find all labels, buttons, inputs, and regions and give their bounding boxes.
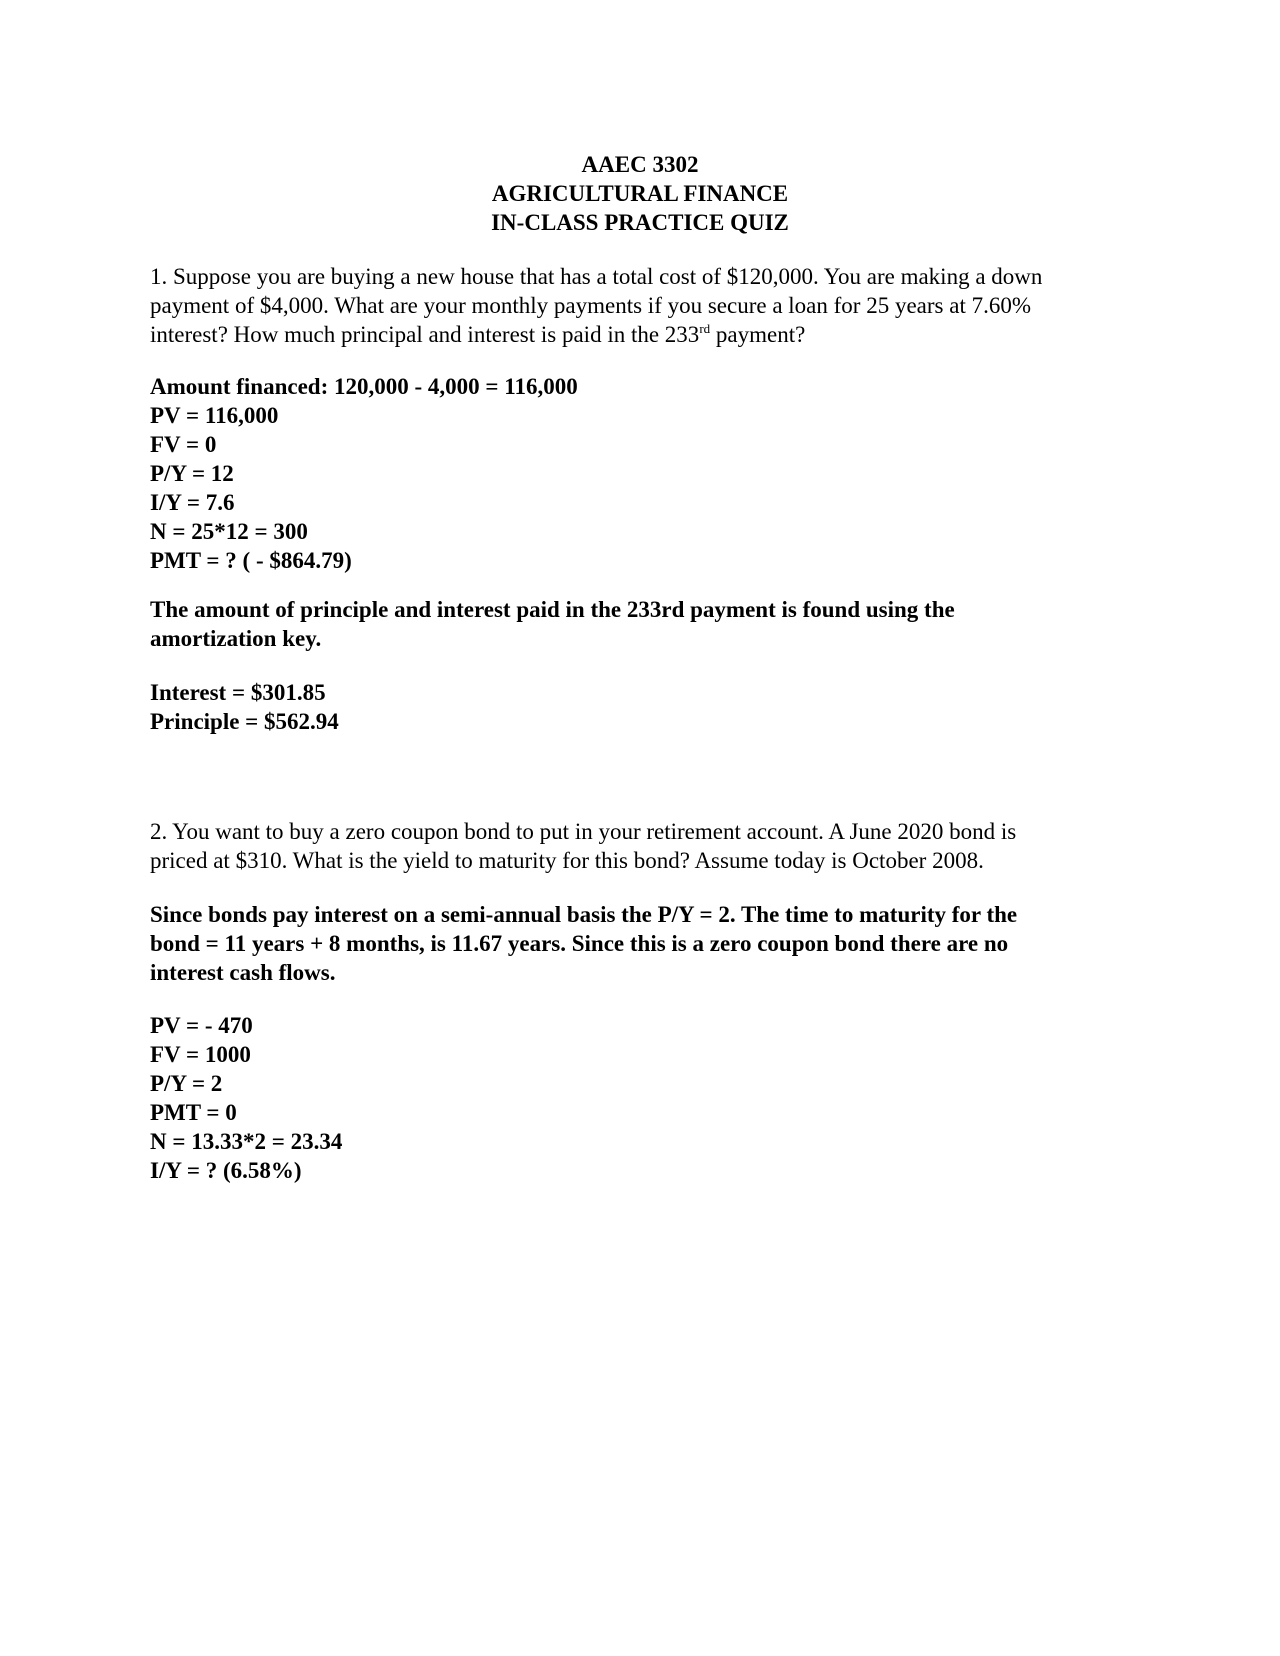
result-line: Interest = $301.85 xyxy=(150,680,326,705)
question-2-work xyxy=(150,1011,1140,1185)
work-line: Amount financed: 120,000 - 4,000 = 116,000 xyxy=(150,374,578,399)
question-2-note xyxy=(150,900,1140,987)
question-2-line: 2. You want to buy a zero coupon bond to put in your retirement account. A June 2020 bond is xyxy=(150,819,1017,844)
work-line: PV = 116,000 xyxy=(150,403,279,428)
question-1-line-text: interest? How much principal and interest is paid in the 233 xyxy=(150,322,700,347)
question-1-line xyxy=(150,320,1140,349)
document-header xyxy=(0,150,1280,237)
work-line: I/Y = ? (6.58%) xyxy=(150,1158,302,1183)
question-1-results xyxy=(150,678,1140,736)
question-1 xyxy=(150,262,1140,349)
work-line: PV = - 470 xyxy=(150,1013,253,1038)
course-code: AAEC 3302 xyxy=(581,152,699,177)
question-1-line: payment of $4,000. What are your monthly payments if you secure a loan for 25 years at 7.60% xyxy=(150,293,1031,318)
note-line: interest cash flows. xyxy=(150,960,336,985)
ordinal-suffix: rd xyxy=(699,321,711,336)
course-subject: AGRICULTURAL FINANCE xyxy=(491,181,789,206)
work-line: PMT = 0 xyxy=(150,1100,237,1125)
question-2 xyxy=(150,817,1140,875)
note-line: amortization key. xyxy=(150,626,322,651)
question-2-line: priced at $310. What is the yield to maturity for this bond? Assume today is October 2008. xyxy=(150,848,984,873)
work-line: P/Y = 2 xyxy=(150,1071,223,1096)
work-line: FV = 1000 xyxy=(150,1042,251,1067)
question-1-line-tail: payment? xyxy=(710,322,806,347)
work-line: P/Y = 12 xyxy=(150,461,234,486)
note-line: The amount of principle and interest paid in the 233rd payment is found using the xyxy=(150,597,955,622)
result-line: Principle = $562.94 xyxy=(150,709,339,734)
work-line: FV = 0 xyxy=(150,432,217,457)
work-line: N = 13.33*2 = 23.34 xyxy=(150,1129,343,1154)
question-1-line: 1. Suppose you are buying a new house that has a total cost of $120,000. You are making a down xyxy=(150,264,1043,289)
question-1-work xyxy=(150,372,1140,575)
note-line: Since bonds pay interest on a semi-annual basis the P/Y = 2. The time to maturity for the xyxy=(150,902,1018,927)
work-line: I/Y = 7.6 xyxy=(150,490,235,515)
work-line: N = 25*12 = 300 xyxy=(150,519,308,544)
work-line: PMT = ? ( - $864.79) xyxy=(150,548,352,573)
question-1-note xyxy=(150,595,1140,653)
note-line: bond = 11 years + 8 months, is 11.67 years. Since this is a zero coupon bond there are no xyxy=(150,931,1009,956)
quiz-title: IN-CLASS PRACTICE QUIZ xyxy=(491,210,789,235)
